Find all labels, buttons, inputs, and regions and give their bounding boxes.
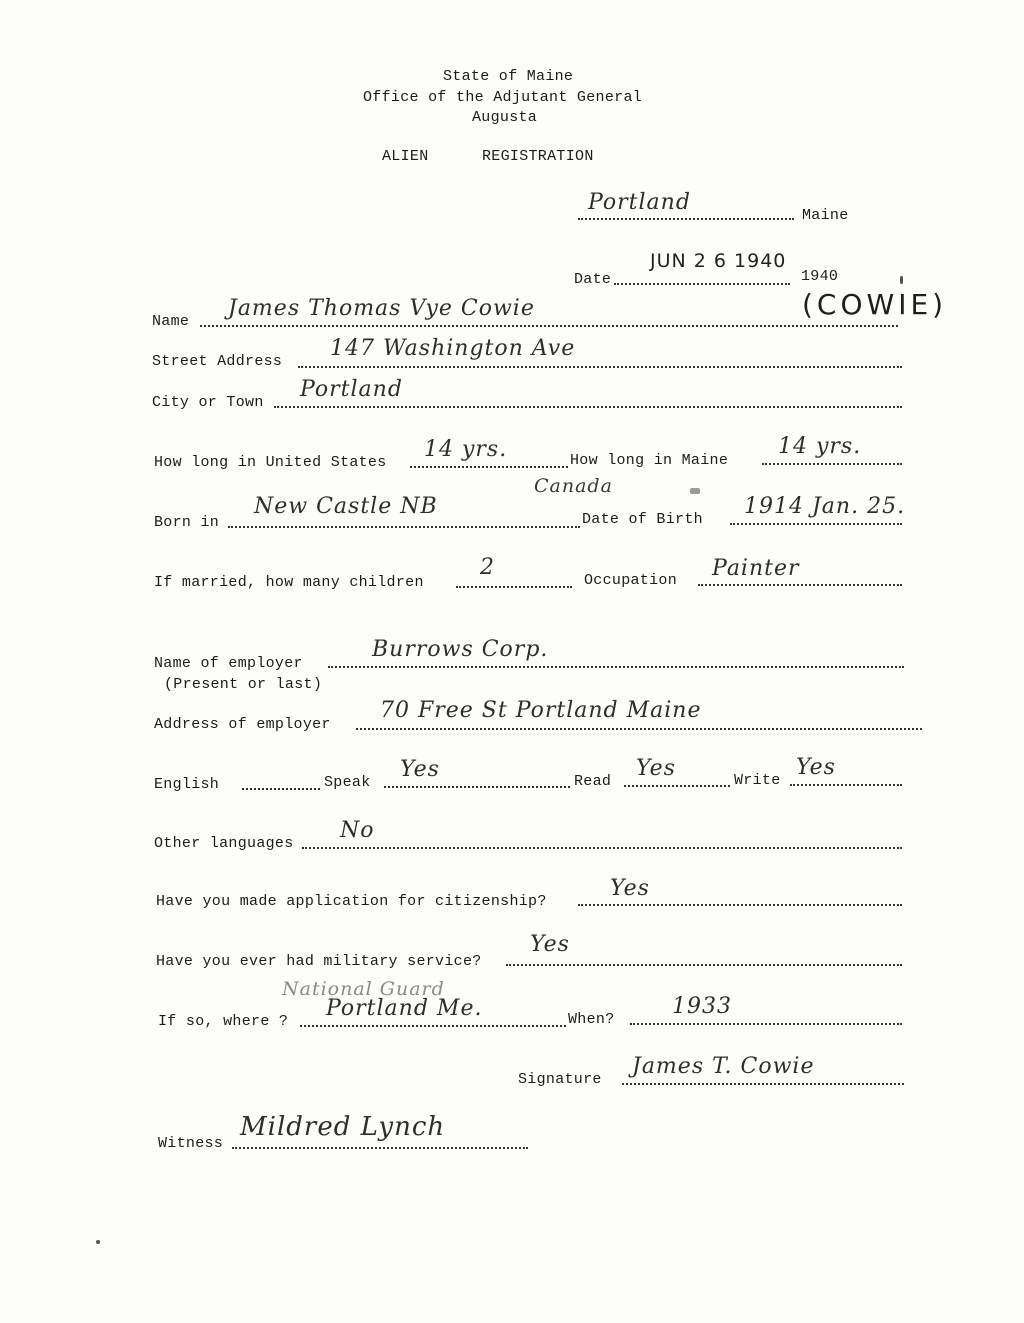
date-year: 1940 [801, 268, 839, 285]
maine-line [762, 463, 902, 465]
dob-label: Date of Birth [582, 511, 703, 528]
name-label: Name [152, 313, 190, 330]
place-value: Portland [588, 190, 691, 215]
dob-line [730, 523, 902, 525]
where-value: Portland Me. [326, 996, 483, 1021]
comma-mark [900, 276, 903, 284]
other-languages-value: No [340, 818, 375, 843]
us-value: 14 yrs. [424, 437, 508, 462]
street-value: 147 Washington Ave [330, 336, 576, 361]
stray-dot [96, 1240, 100, 1244]
signature-label: Signature [518, 1071, 602, 1088]
header-state: State of Maine [443, 68, 574, 85]
maine-label: How long in Maine [570, 452, 729, 469]
other-languages-line [302, 847, 902, 849]
read-line [624, 785, 730, 787]
employer-address-label: Address of employer [154, 716, 331, 733]
city-label: City or Town [152, 394, 264, 411]
born-above: Canada [534, 475, 613, 497]
when-label: When? [568, 1011, 615, 1028]
english-line [242, 788, 320, 790]
write-line [790, 784, 902, 786]
children-value: 2 [480, 555, 495, 580]
speak-value: Yes [400, 757, 440, 782]
us-label: How long in United States [154, 454, 387, 471]
occupation-line [698, 584, 902, 586]
place-label: Maine [802, 207, 849, 224]
when-value: 1933 [672, 994, 732, 1019]
form-title-registration: REGISTRATION [482, 148, 594, 165]
employer-label: Name of employer [154, 655, 303, 672]
employer-line [328, 666, 904, 668]
date-stamp: JUN 2 6 1940 [650, 250, 787, 272]
maine-value: 14 yrs. [778, 434, 862, 459]
witness-label: Witness [158, 1135, 224, 1152]
where-line [300, 1025, 566, 1027]
employer-value: Burrows Corp. [372, 637, 549, 662]
witness-value: Mildred Lynch [240, 1112, 446, 1142]
born-line [228, 526, 580, 528]
children-line [456, 586, 572, 588]
english-label: English [154, 776, 220, 793]
street-line [298, 366, 902, 368]
occupation-value: Painter [712, 556, 800, 581]
write-label: Write [734, 772, 781, 789]
born-label: Born in [154, 514, 220, 531]
citizenship-label: Have you made application for citizenship? [156, 893, 547, 910]
name-line [200, 325, 898, 327]
us-line [410, 466, 568, 468]
citizenship-line [578, 904, 902, 906]
occupation-label: Occupation [584, 572, 678, 589]
place-line [578, 218, 794, 220]
signature-value: James T. Cowie [632, 1054, 815, 1079]
form-title-alien: ALIEN [382, 148, 429, 165]
where-above: National Guard [282, 978, 445, 1000]
speak-label: Speak [324, 774, 371, 791]
employer-sublabel: (Present or last) [164, 676, 323, 693]
employer-address-line [356, 728, 922, 730]
where-label: If so, where ? [158, 1013, 289, 1030]
citizenship-value: Yes [610, 876, 650, 901]
dob-value: 1914 Jan. 25. [744, 494, 906, 519]
when-line [630, 1023, 902, 1025]
date-line [614, 283, 790, 285]
header-city: Augusta [472, 109, 538, 126]
other-languages-label: Other languages [154, 835, 294, 852]
name-value: James Thomas Vye Cowie [228, 296, 535, 321]
read-value: Yes [636, 756, 676, 781]
street-label: Street Address [152, 353, 283, 370]
city-line [274, 406, 902, 408]
children-label: If married, how many children [154, 574, 424, 591]
date-label: Date [574, 271, 612, 288]
read-label: Read [574, 773, 612, 790]
write-value: Yes [796, 755, 836, 780]
employer-address-value: 70 Free St Portland Maine [380, 698, 702, 723]
witness-line [232, 1147, 528, 1149]
header-office: Office of the Adjutant General [363, 89, 643, 106]
born-value: New Castle NB [254, 494, 438, 519]
city-value: Portland [300, 377, 403, 402]
smudge-mark [690, 488, 700, 494]
signature-line [622, 1083, 904, 1085]
name-correction: (COWIE) [802, 288, 948, 321]
military-line [506, 964, 902, 966]
military-label: Have you ever had military service? [156, 953, 482, 970]
speak-line [384, 786, 570, 788]
military-value: Yes [530, 932, 570, 957]
